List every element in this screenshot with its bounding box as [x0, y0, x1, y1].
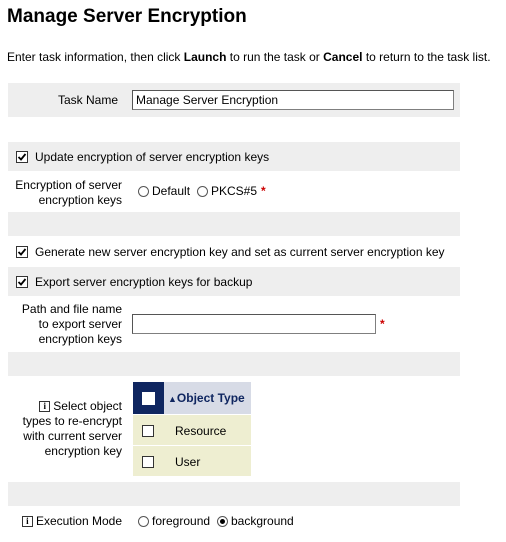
intro-part1: Enter task information, then click — [7, 50, 184, 64]
object-types-label-line3: with current server — [23, 429, 122, 443]
intro-launch-word: Launch — [183, 50, 227, 64]
object-type-table — [133, 382, 251, 476]
table-cell-resource: Resource — [175, 424, 227, 438]
object-type-column-header[interactable] — [168, 391, 245, 405]
encryption-type-label-line1: Encryption of server — [15, 178, 122, 192]
radio-selected-dot — [220, 519, 225, 524]
task-name-input[interactable]: Manage Server Encryption — [132, 90, 454, 110]
radio-pkcs5[interactable] — [197, 186, 208, 197]
generate-key-checkbox[interactable] — [16, 246, 28, 258]
encryption-required-mark: * — [261, 184, 266, 198]
intro-part2: to run the task or — [226, 50, 324, 64]
object-types-label — [8, 399, 122, 459]
execution-mode-label — [8, 514, 122, 528]
checkmark-icon — [17, 247, 27, 257]
info-icon[interactable]: i — [22, 516, 33, 527]
encryption-type-label — [8, 178, 122, 208]
object-types-label-line4: encryption key — [44, 444, 122, 458]
export-keys-label: Export server encryption keys for backup — [35, 275, 253, 289]
generate-key-label: Generate new server encryption key and set as current server encryption key — [35, 245, 445, 259]
intro-cancel-word: Cancel — [323, 50, 363, 64]
select-all-checkbox[interactable] — [142, 392, 155, 405]
update-keys-checkbox[interactable] — [16, 151, 28, 163]
object-types-label-line1: Select object — [53, 399, 122, 413]
export-path-label-line2: to export server — [38, 317, 122, 331]
table-row — [133, 414, 251, 445]
object-type-table-header — [133, 382, 251, 414]
object-type-header-text: Object Type — [176, 391, 245, 405]
radio-foreground[interactable] — [138, 516, 149, 527]
execution-mode-label-text: Execution Mode — [35, 514, 122, 528]
export-path-input[interactable] — [132, 314, 376, 334]
spacer-band-2 — [8, 352, 460, 376]
object-types-label-line2: types to re-encrypt — [22, 414, 122, 428]
page-title: Manage Server Encryption — [7, 6, 247, 27]
intro-text — [7, 50, 491, 64]
task-name-label: Task Name — [58, 93, 119, 107]
export-path-label — [8, 302, 122, 347]
info-icon[interactable]: i — [39, 401, 50, 412]
radio-background-label: background — [231, 514, 294, 528]
export-keys-checkbox[interactable] — [16, 276, 28, 288]
select-all-cell — [133, 382, 164, 414]
user-checkbox[interactable] — [142, 456, 154, 468]
checkmark-icon — [17, 277, 27, 287]
spacer-band-3 — [8, 482, 460, 506]
table-row — [133, 445, 251, 476]
radio-pkcs5-label: PKCS#5 — [211, 184, 258, 198]
intro-part3: to return to the task list. — [362, 50, 491, 64]
radio-foreground-label: foreground — [152, 514, 211, 528]
table-cell-user: User — [175, 455, 201, 469]
export-path-required-mark: * — [380, 317, 385, 331]
export-path-label-line1: Path and file name — [21, 302, 122, 316]
encryption-type-label-line2: encryption keys — [38, 193, 122, 207]
radio-default[interactable] — [138, 186, 149, 197]
resource-checkbox[interactable] — [142, 425, 154, 437]
radio-default-label: Default — [152, 184, 191, 198]
checkmark-icon — [17, 152, 27, 162]
update-keys-label: Update encryption of server encryption keys — [35, 150, 270, 164]
export-path-label-line3: encryption keys — [38, 332, 122, 346]
object-types-label-first-line — [8, 399, 122, 414]
sort-ascending-icon: ▲ — [168, 394, 177, 404]
radio-background[interactable] — [217, 516, 228, 527]
spacer-band-1 — [8, 212, 460, 236]
